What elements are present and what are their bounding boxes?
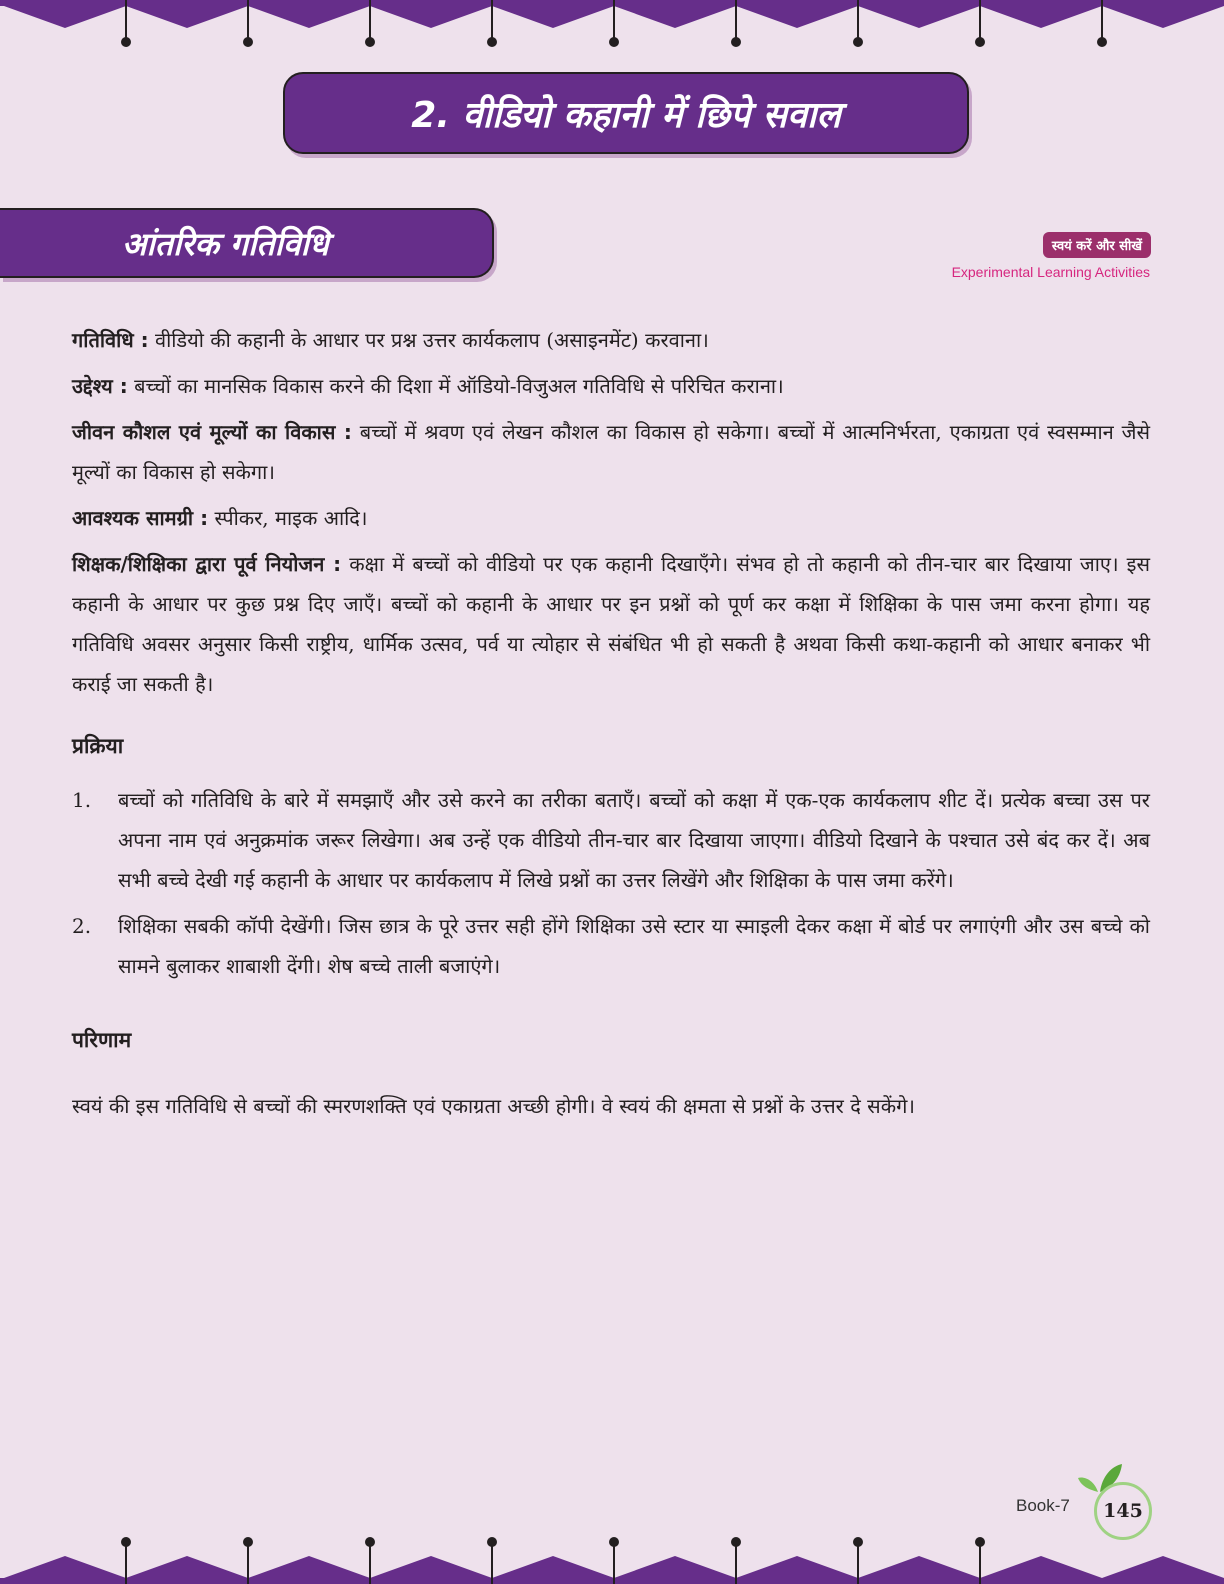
- planning-paragraph: [72, 544, 1150, 704]
- paragraph-text: वीडियो की कहानी के आधार पर प्रश्न उत्तर कार्यकलाप (असाइनमेंट) करवाना।: [154, 328, 709, 352]
- materials-paragraph: [72, 498, 1150, 538]
- paragraph-text: कक्षा में बच्चों को वीडियो पर एक कहानी दिखाएँगे। संभव हो तो कहानी को तीन-चार बार दिखाया जाए। इस कहानी के आधार पर कुछ प्रश्न दिए जाएँ। बच्चों को कहानी के आधार पर इन प्रश्नों को पूर्ण कर कक्षा में शिक्षिका के पास जमा करना होगा। यह गतिविधि अवसर अनुसार किसी राष्ट्रीय, धार्मिक उत्सव, पर्व या त्योहार से संबंधित भी हो सकती है अथवा किसी कथा-कहानी को आधार बनाकर भी कराई जा सकती है।: [72, 552, 1151, 696]
- paragraph-label: शिक्षक/शिक्षिका द्वारा पूर्व नियोजन :: [72, 552, 342, 576]
- result-heading: परिणाम: [72, 1028, 132, 1052]
- activity-badge: स्वयं करें और सीखें: [1043, 232, 1151, 258]
- paragraph-label: उद्देश्य :: [72, 374, 128, 398]
- step-number: 1.: [72, 788, 92, 812]
- paragraph-text: स्पीकर, माइक आदि।: [214, 506, 368, 530]
- paragraph-label: जीवन कौशल एवं मूल्यों का विकास :: [72, 420, 352, 444]
- bottom-decorative-border: [0, 1524, 1224, 1584]
- main-content: [72, 320, 1150, 1132]
- section-banner: आंतरिक गतिविधि: [0, 208, 494, 278]
- book-label: Book-7: [1016, 1496, 1070, 1515]
- process-steps: [72, 780, 1150, 986]
- chapter-title: 2. वीडियो कहानी में छिपे सवाल: [283, 72, 969, 154]
- step-text: बच्चों को गतिविधि के बारे में समझाएँ और उसे करने का तरीका बताएँ। बच्चों को कक्षा में एक-एक कार्यकलाप शीट दें। प्रत्येक बच्चा उस पर अपना नाम एवं अनुक्रमांक जरूर लिखेगा। अब उन्हें एक वीडियो तीन-चार बार दिखाया जाएगा। वीडियो दिखाने के पश्चात उसे बंद कर दें। अब सभी बच्चे देखी गई कहानी के आधार पर कार्यकलाप में लिखे प्रश्नों का उत्तर लिखेंगे और शिक्षिका के पास जमा करेंगे।: [118, 788, 1150, 892]
- process-heading: प्रक्रिया: [72, 734, 124, 758]
- page-number: 145: [1094, 1482, 1152, 1540]
- list-item: [72, 780, 1150, 900]
- result-paragraph: स्वयं की इस गतिविधि से बच्चों की स्मरणशक्ति एवं एकाग्रता अच्छी होगी। वे स्वयं की क्षमता से प्रश्नों के उत्तर दे सकेंगे।: [72, 1094, 915, 1118]
- step-number: 2.: [72, 914, 92, 938]
- objective-paragraph: [72, 366, 1150, 406]
- paragraph-label: आवश्यक सामग्री :: [72, 506, 209, 530]
- top-decorative-border: [0, 0, 1224, 60]
- activity-paragraph: [72, 320, 1150, 360]
- paragraph-label: गतिविधि :: [72, 328, 149, 352]
- life-skills-paragraph: [72, 412, 1150, 492]
- activity-badge-subtitle: Experimental Learning Activities: [951, 264, 1150, 280]
- list-item: [72, 906, 1150, 986]
- paragraph-text: बच्चों में श्रवण एवं लेखन कौशल का विकास हो सकेगा। बच्चों में आत्मनिर्भरता, एकाग्रता एवं स्वसम्मान जैसे मूल्यों का विकास हो सकेगा।: [72, 420, 1150, 484]
- step-text: शिक्षिका सबकी कॉपी देखेंगी। जिस छात्र के पूरे उत्तर सही होंगे शिक्षिका उसे स्टार या स्माइली देकर कक्षा में बोर्ड पर लगाएंगी और उस बच्चे को सामने बुलाकर शाबाशी देंगी। शेष बच्चे ताली बजाएंगे।: [118, 914, 1150, 978]
- paragraph-text: बच्चों का मानसिक विकास करने की दिशा में ऑडियो-विजुअल गतिविधि से परिचित कराना।: [134, 374, 784, 398]
